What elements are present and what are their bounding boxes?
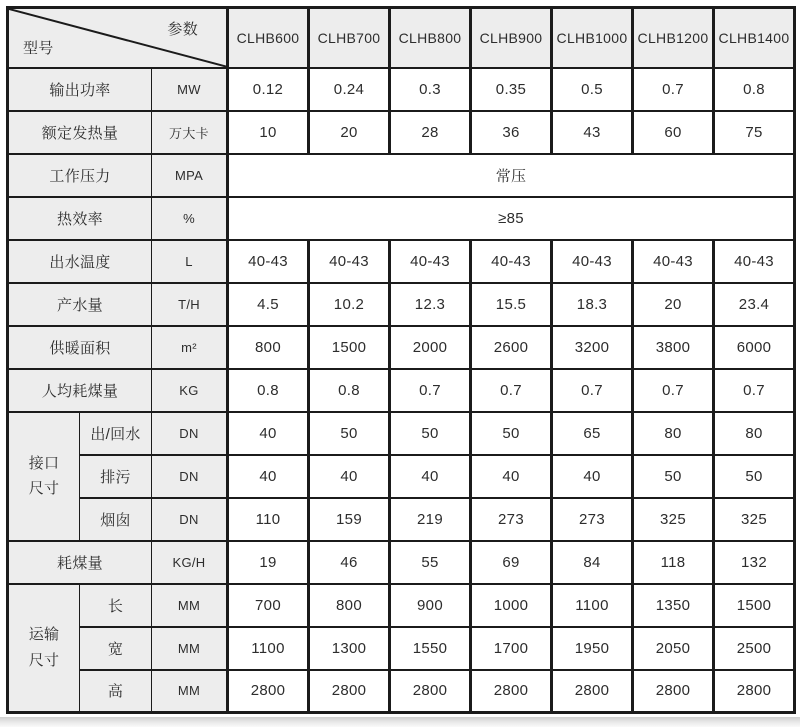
value-cell: 0.35 <box>471 68 552 111</box>
model-header: CLHB600 <box>228 8 309 68</box>
value-cell: 40-43 <box>390 240 471 283</box>
value-cell: 50 <box>633 455 714 498</box>
merged-value-cell: 常压 <box>228 154 795 197</box>
value-cell: 40 <box>390 455 471 498</box>
unit-cell: L <box>152 240 228 283</box>
row-label: 热效率 <box>8 197 152 240</box>
value-cell: 325 <box>633 498 714 541</box>
value-cell: 1100 <box>552 584 633 627</box>
row-label: 产水量 <box>8 283 152 326</box>
value-cell: 0.7 <box>633 369 714 412</box>
unit-cell: KG/H <box>152 541 228 584</box>
value-cell: 50 <box>390 412 471 455</box>
table-row-water-output <box>8 283 795 326</box>
row-label: 额定发热量 <box>8 111 152 154</box>
value-cell: 273 <box>552 498 633 541</box>
value-cell: 2800 <box>633 670 714 713</box>
unit-cell: % <box>152 197 228 240</box>
unit-cell: DN <box>152 498 228 541</box>
row-label: 出水温度 <box>8 240 152 283</box>
value-cell: 80 <box>633 412 714 455</box>
value-cell: 40 <box>228 455 309 498</box>
table-row-outlet-temp <box>8 240 795 283</box>
row-label: 人均耗煤量 <box>8 369 152 412</box>
value-cell: 69 <box>471 541 552 584</box>
value-cell: 20 <box>633 283 714 326</box>
value-cell: 2600 <box>471 326 552 369</box>
value-cell: 800 <box>309 584 390 627</box>
value-cell: 0.7 <box>471 369 552 412</box>
table-row-working-pressure <box>8 154 795 197</box>
merged-value-cell: ≥85 <box>228 197 795 240</box>
value-cell: 0.8 <box>714 68 795 111</box>
value-cell: 0.7 <box>714 369 795 412</box>
unit-cell: KG <box>152 369 228 412</box>
value-cell: 23.4 <box>714 283 795 326</box>
corner-param-label: 参数 <box>167 21 198 38</box>
value-cell: 40 <box>309 455 390 498</box>
value-cell: 40-43 <box>633 240 714 283</box>
value-cell: 900 <box>390 584 471 627</box>
table-row-thermal-efficiency <box>8 197 795 240</box>
value-cell: 800 <box>228 326 309 369</box>
value-cell: 40-43 <box>552 240 633 283</box>
unit-cell: m² <box>152 326 228 369</box>
value-cell: 0.7 <box>552 369 633 412</box>
sub-row-label: 高 <box>80 670 152 713</box>
value-cell: 118 <box>633 541 714 584</box>
spec-table <box>6 6 796 714</box>
table-row-coal-consumption <box>8 541 795 584</box>
group-label-interface <box>8 412 80 541</box>
sub-row-label: 长 <box>80 584 152 627</box>
value-cell: 0.3 <box>390 68 471 111</box>
model-header: CLHB1400 <box>714 8 795 68</box>
value-cell: 2050 <box>633 627 714 670</box>
value-cell: 2500 <box>714 627 795 670</box>
unit-cell: 万大卡 <box>152 111 228 154</box>
sub-row-label: 排污 <box>80 455 152 498</box>
value-cell: 40-43 <box>228 240 309 283</box>
value-cell: 325 <box>714 498 795 541</box>
value-cell: 10 <box>228 111 309 154</box>
value-cell: 12.3 <box>390 283 471 326</box>
value-cell: 1950 <box>552 627 633 670</box>
value-cell: 0.8 <box>228 369 309 412</box>
value-cell: 50 <box>309 412 390 455</box>
table-row-per-capita-coal <box>8 369 795 412</box>
value-cell: 36 <box>471 111 552 154</box>
table-row-interface-drain <box>8 455 795 498</box>
unit-cell: DN <box>152 455 228 498</box>
value-cell: 4.5 <box>228 283 309 326</box>
value-cell: 0.7 <box>633 68 714 111</box>
value-cell: 2800 <box>390 670 471 713</box>
table-row-heating-area <box>8 326 795 369</box>
value-cell: 80 <box>714 412 795 455</box>
group-label-line: 运输 <box>28 626 60 644</box>
value-cell: 20 <box>309 111 390 154</box>
sub-row-label: 宽 <box>80 627 152 670</box>
value-cell: 1700 <box>471 627 552 670</box>
value-cell: 110 <box>228 498 309 541</box>
value-cell: 28 <box>390 111 471 154</box>
page-bottom-edge <box>0 717 800 727</box>
value-cell: 55 <box>390 541 471 584</box>
value-cell: 84 <box>552 541 633 584</box>
value-cell: 0.7 <box>390 369 471 412</box>
value-cell: 0.5 <box>552 68 633 111</box>
value-cell: 40 <box>552 455 633 498</box>
value-cell: 219 <box>390 498 471 541</box>
value-cell: 2800 <box>552 670 633 713</box>
header-row <box>8 8 795 68</box>
table-row-interface-outlet <box>8 412 795 455</box>
value-cell: 6000 <box>714 326 795 369</box>
value-cell: 1300 <box>309 627 390 670</box>
sub-row-label: 烟囱 <box>80 498 152 541</box>
unit-cell: MM <box>152 627 228 670</box>
value-cell: 15.5 <box>471 283 552 326</box>
value-cell: 43 <box>552 111 633 154</box>
value-cell: 75 <box>714 111 795 154</box>
sub-row-label: 出/回水 <box>80 412 152 455</box>
value-cell: 40 <box>471 455 552 498</box>
unit-cell: MW <box>152 68 228 111</box>
model-header: CLHB1200 <box>633 8 714 68</box>
group-label-line: 尺寸 <box>28 480 60 497</box>
value-cell: 1350 <box>633 584 714 627</box>
row-label: 输出功率 <box>8 68 152 111</box>
group-label-transport <box>8 584 80 713</box>
model-header: CLHB1000 <box>552 8 633 68</box>
value-cell: 2000 <box>390 326 471 369</box>
model-header: CLHB800 <box>390 8 471 68</box>
table-row-rated-heat <box>8 111 795 154</box>
value-cell: 700 <box>228 584 309 627</box>
value-cell: 2800 <box>309 670 390 713</box>
row-label: 耗煤量 <box>8 541 152 584</box>
value-cell: 132 <box>714 541 795 584</box>
value-cell: 0.24 <box>309 68 390 111</box>
corner-cell <box>8 8 228 68</box>
row-label: 工作压力 <box>8 154 152 197</box>
table-row-transport-height <box>8 670 795 713</box>
value-cell: 40-43 <box>471 240 552 283</box>
group-label-line: 尺寸 <box>28 651 60 669</box>
value-cell: 60 <box>633 111 714 154</box>
value-cell: 3200 <box>552 326 633 369</box>
table-row-output-power <box>8 68 795 111</box>
group-label-line: 接口 <box>28 454 60 472</box>
value-cell: 1100 <box>228 627 309 670</box>
unit-cell: DN <box>152 412 228 455</box>
value-cell: 2800 <box>228 670 309 713</box>
value-cell: 40 <box>228 412 309 455</box>
value-cell: 50 <box>714 455 795 498</box>
value-cell: 273 <box>471 498 552 541</box>
table-row-transport-width <box>8 627 795 670</box>
value-cell: 159 <box>309 498 390 541</box>
model-header: CLHB900 <box>471 8 552 68</box>
corner-model-label: 型号 <box>23 39 54 57</box>
table-row-interface-chimney <box>8 498 795 541</box>
unit-cell: T/H <box>152 283 228 326</box>
value-cell: 19 <box>228 541 309 584</box>
unit-cell: MPA <box>152 154 228 197</box>
value-cell: 3800 <box>633 326 714 369</box>
value-cell: 2800 <box>471 670 552 713</box>
model-header: CLHB700 <box>309 8 390 68</box>
value-cell: 18.3 <box>552 283 633 326</box>
unit-cell: MM <box>152 584 228 627</box>
value-cell: 40-43 <box>309 240 390 283</box>
value-cell: 10.2 <box>309 283 390 326</box>
value-cell: 50 <box>471 412 552 455</box>
value-cell: 0.12 <box>228 68 309 111</box>
unit-cell: MM <box>152 670 228 713</box>
value-cell: 0.8 <box>309 369 390 412</box>
value-cell: 46 <box>309 541 390 584</box>
value-cell: 65 <box>552 412 633 455</box>
value-cell: 1500 <box>309 326 390 369</box>
value-cell: 1550 <box>390 627 471 670</box>
row-label: 供暖面积 <box>8 326 152 369</box>
value-cell: 1000 <box>471 584 552 627</box>
value-cell: 40-43 <box>714 240 795 283</box>
table-row-transport-length <box>8 584 795 627</box>
value-cell: 1500 <box>714 584 795 627</box>
value-cell: 2800 <box>714 670 795 713</box>
